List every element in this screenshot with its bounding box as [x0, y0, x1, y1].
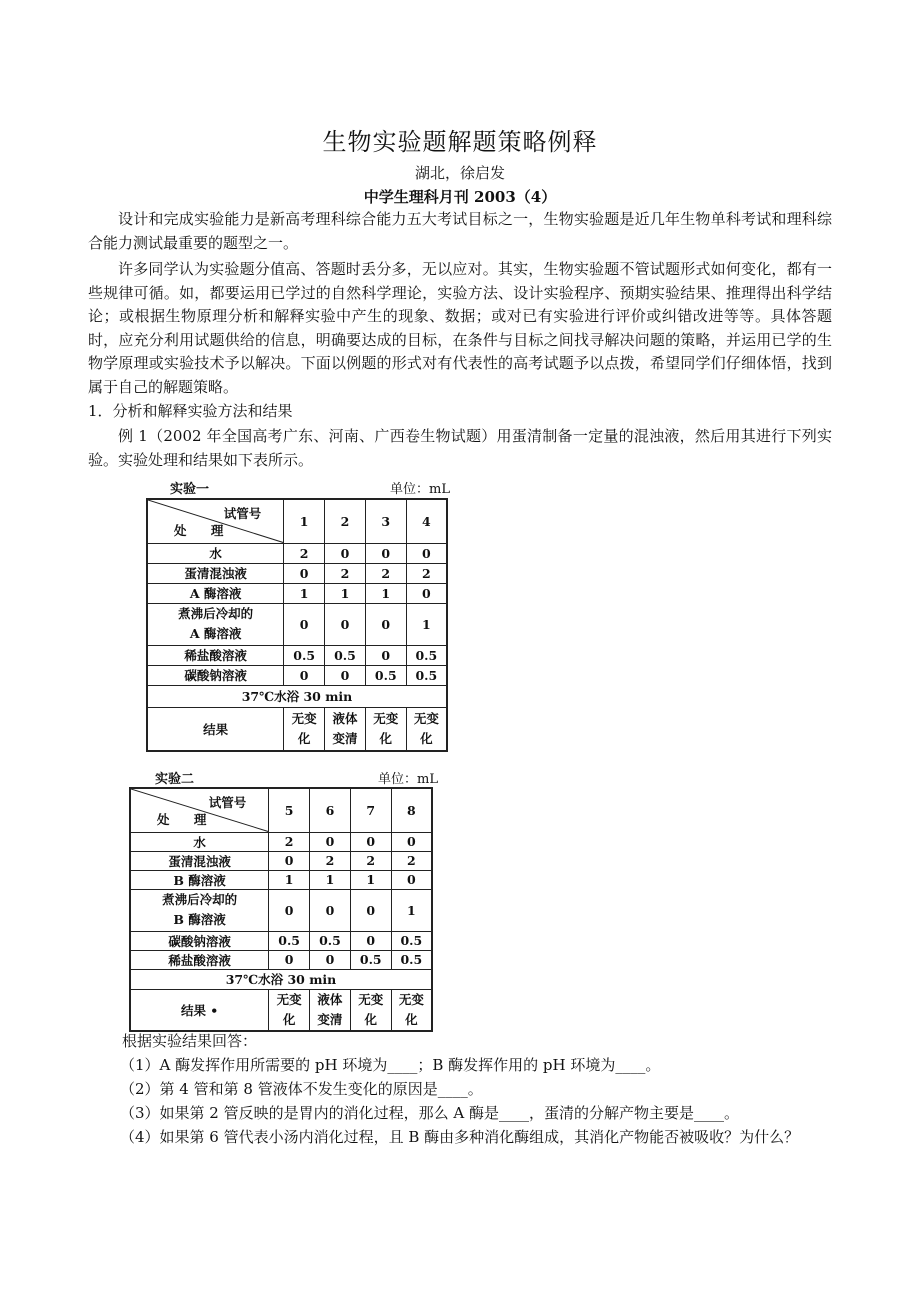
- table-row: [147, 645, 447, 665]
- result-cell: [365, 707, 406, 751]
- result-cell: [350, 989, 391, 1031]
- condition-cell: 37℃水浴 30 min: [130, 969, 432, 989]
- result-line: 化: [405, 1011, 418, 1027]
- row-label-line: 煮沸后冷却的: [162, 892, 238, 907]
- table-row: [147, 543, 447, 563]
- experiment-table-1: [146, 498, 448, 752]
- cell: 0: [310, 832, 351, 851]
- cell: 0: [284, 563, 325, 583]
- table-row: [147, 685, 447, 707]
- cell: 0: [269, 851, 310, 870]
- result-line: 无变: [373, 710, 399, 726]
- cell: 0: [350, 832, 391, 851]
- cell: 2: [269, 832, 310, 851]
- question-1: （1）A 酶发挥作用所需要的 pH 环境为____；B 酶发挥作用的 pH 环境为____。: [120, 1056, 661, 1074]
- table2-tube-8: 8: [391, 788, 432, 832]
- table-row: [130, 889, 432, 931]
- question-2: （2）第 4 管和第 8 管液体不发生变化的原因是____。: [120, 1080, 483, 1098]
- table1-tube-4: 4: [406, 499, 447, 543]
- table-row: [130, 931, 432, 950]
- cell: 2: [310, 851, 351, 870]
- cell: 0: [365, 645, 406, 665]
- cell: 2: [391, 851, 432, 870]
- table-row: [147, 603, 447, 645]
- cell: 0: [284, 665, 325, 685]
- cell: 0.5: [325, 645, 366, 665]
- table2-unit: 单位：mL: [378, 772, 438, 787]
- table2-header-corner: [130, 788, 269, 832]
- cell: 0.5: [406, 665, 447, 685]
- result-line: 无变: [291, 710, 317, 726]
- cell: 1: [284, 583, 325, 603]
- table1-header-treatment: 处 理: [174, 522, 234, 538]
- cell: 2: [406, 563, 447, 583]
- table2-tube-7: 7: [350, 788, 391, 832]
- cell: 1: [391, 889, 432, 931]
- cell: 0.5: [350, 950, 391, 969]
- result-line: 无变: [276, 991, 302, 1007]
- result-cell: [325, 707, 366, 751]
- result-line: 化: [282, 1011, 296, 1027]
- question-4: （4）如果第 6 管代表小汤内消化过程，且 B 酶由多种消化酶组成，其消化产物能否被吸收？为什么？: [120, 1128, 800, 1146]
- table2-header-tube: 试管号: [208, 795, 247, 810]
- cell: 0: [325, 665, 366, 685]
- cell: 0.5: [391, 931, 432, 950]
- row-label: 水: [130, 832, 269, 851]
- author-line: 湖北，徐启发: [414, 164, 505, 182]
- table1-tube-3: 3: [365, 499, 406, 543]
- result-label: 结果 •: [130, 989, 269, 1031]
- cell: 1: [325, 583, 366, 603]
- table-row: [147, 665, 447, 685]
- article-title: 生物实验题解题策略例释: [322, 128, 598, 156]
- cell: 0: [284, 603, 325, 645]
- cell: 0.5: [406, 645, 447, 665]
- cell: 0: [365, 543, 406, 563]
- table-row: [147, 563, 447, 583]
- questions-intro: 根据实验结果回答：: [122, 1032, 258, 1050]
- result-line: 化: [297, 730, 311, 746]
- table-row: [130, 851, 432, 870]
- cell: 2: [284, 543, 325, 563]
- row-label: 稀盐酸溶液: [130, 950, 269, 969]
- result-line: 无变: [358, 991, 384, 1007]
- row-label: 水: [147, 543, 284, 563]
- row-label-line: 煮沸后冷却的: [178, 606, 254, 621]
- table1-header-corner: [147, 499, 284, 543]
- row-label: 蛋清混浊液: [147, 563, 284, 583]
- cell: 0: [269, 950, 310, 969]
- cell: 0: [269, 889, 310, 931]
- cell: 2: [325, 563, 366, 583]
- cell: 0: [325, 603, 366, 645]
- result-label: 结果: [147, 707, 284, 751]
- table2-title: 实验二: [155, 772, 195, 787]
- table1-tube-1: 1: [284, 499, 325, 543]
- cell: 0: [350, 931, 391, 950]
- result-line: 无变: [398, 991, 424, 1007]
- table1-unit: 单位：mL: [390, 482, 450, 497]
- table-row: [130, 969, 432, 989]
- question-3: （3）如果第 2 管反映的是胃内的消化过程，那么 A 酶是____，蛋清的分解产物主要是____。: [120, 1104, 739, 1122]
- row-label-line: A 酶溶液: [189, 626, 242, 641]
- row-label: A 酶溶液: [147, 583, 284, 603]
- result-cell: [310, 989, 351, 1031]
- result-line: 无变: [413, 710, 439, 726]
- table-row: [130, 989, 432, 1031]
- section-heading: 1．分析和解释实验方法和结果: [88, 402, 293, 420]
- cell: 2: [365, 563, 406, 583]
- cell: 1: [310, 870, 351, 889]
- cell: 0: [310, 889, 351, 931]
- cell: 0.5: [391, 950, 432, 969]
- cell: 0.5: [284, 645, 325, 665]
- result-line: 液体: [332, 710, 358, 726]
- cell: 0: [406, 583, 447, 603]
- table2-header-treatment: 处 理: [157, 811, 217, 827]
- result-cell: [406, 707, 447, 751]
- result-cell: [284, 707, 325, 751]
- row-label: [130, 889, 269, 931]
- row-label: [147, 603, 284, 645]
- cell: 0: [310, 950, 351, 969]
- table-row: [130, 832, 432, 851]
- result-line: 变清: [332, 730, 358, 746]
- table1-title: 实验一: [170, 482, 210, 497]
- result-cell: [391, 989, 432, 1031]
- table1-header-tube: 试管号: [223, 506, 262, 521]
- cell: 1: [406, 603, 447, 645]
- cell: 0: [391, 832, 432, 851]
- cell: 1: [350, 870, 391, 889]
- table-row: [147, 583, 447, 603]
- table-row: [147, 707, 447, 751]
- result-line: 化: [379, 730, 393, 746]
- cell: 0.5: [310, 931, 351, 950]
- row-label: 碳酸钠溶液: [147, 665, 284, 685]
- cell: 0.5: [365, 665, 406, 685]
- table1-tube-2: 2: [325, 499, 366, 543]
- cell: 0: [406, 543, 447, 563]
- table-row: [130, 870, 432, 889]
- result-line: 变清: [317, 1011, 343, 1027]
- row-label: 稀盐酸溶液: [147, 645, 284, 665]
- journal-source: 中学生理科月刊 2003（4）: [363, 188, 557, 206]
- cell: 0: [350, 889, 391, 931]
- table2-tube-5: 5: [269, 788, 310, 832]
- result-line: 液体: [317, 991, 343, 1007]
- row-label: 碳酸钠溶液: [130, 931, 269, 950]
- condition-cell: 37℃水浴 30 min: [147, 685, 447, 707]
- cell: 0: [325, 543, 366, 563]
- intro-paragraph-1: 设计和完成实验能力是新高考理科综合能力五大考试目标之一，生物实验题是近几年生物单科考试和理科综合能力测试最重要的题型之一。: [88, 210, 832, 252]
- example-paragraph: 例 1（2002 年全国高考广东、河南、广西卷生物试题）用蛋清制备一定量的混浊液，然后用其进行下列实验。实验处理和结果如下表所示。: [88, 427, 832, 469]
- cell: 0.5: [269, 931, 310, 950]
- experiment-table-2: [129, 787, 433, 1032]
- cell: 0: [391, 870, 432, 889]
- row-label: B 酶溶液: [130, 870, 269, 889]
- row-label-line: B 酶溶液: [173, 912, 226, 927]
- cell: 0: [365, 603, 406, 645]
- table2-tube-6: 6: [310, 788, 351, 832]
- cell: 1: [269, 870, 310, 889]
- cell: 2: [350, 851, 391, 870]
- result-line: 化: [364, 1011, 377, 1027]
- table-row: [130, 950, 432, 969]
- row-label: 蛋清混浊液: [130, 851, 269, 870]
- result-cell: [269, 989, 310, 1031]
- cell: 1: [365, 583, 406, 603]
- intro-paragraph-2: 许多同学认为实验题分值高、答题时丢分多，无以应对。其实，生物实验题不管试题形式如何变化，都有一些规律可循。如，都要运用已学过的自然科学理论，实验方法、设计实验程序、预期实验结果、推理得出科学结论；或根据生物原理分析和解释实验中产生的现象、数据；或对已有实验进行评价或纠错改进等等。具体答题时，应充分利用试题供给的信息，明确要达成的目标，在条件与目标之间找寻解决问题的策略，并运用已学的生物学原理或实验技术予以解决。下面以例题的形式对有代表性的高考试题予以点拨，希望同学们仔细体悟，找到属于自己的解题策略。: [88, 260, 832, 396]
- result-line: 化: [420, 730, 433, 746]
